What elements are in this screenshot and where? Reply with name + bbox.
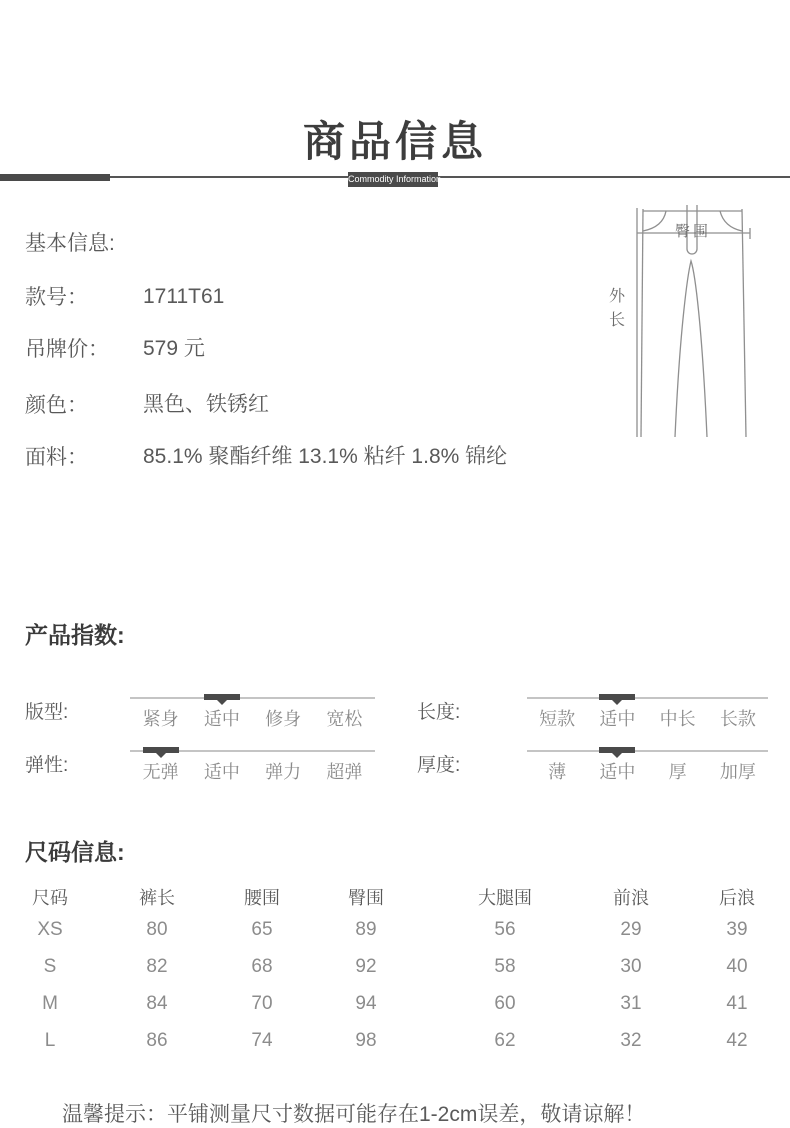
tag-price-value: 579 元: [143, 337, 205, 360]
cell: 30: [620, 956, 642, 977]
col-header-size: 尺码: [32, 888, 68, 908]
fabric-value: 85.1% 聚酯纤维 13.1% 粘纤 1.8% 锦纶: [143, 445, 508, 468]
col-header-front-rise: 前浪: [613, 888, 649, 908]
slider-option: 加厚: [719, 762, 756, 782]
slider-option: 厚: [668, 762, 687, 782]
cell: 39: [726, 919, 748, 940]
size-table-row-l: [0, 1030, 790, 1054]
cell: M: [42, 993, 58, 1014]
thickness-slider-label: 厚度:: [417, 755, 461, 776]
cell: 84: [146, 993, 168, 1014]
slider-line: [527, 750, 768, 752]
thickness-slider: [527, 747, 768, 781]
cell: 82: [146, 956, 168, 977]
cell: S: [43, 956, 57, 977]
cell: 94: [355, 993, 377, 1014]
color-value: 黑色、铁锈红: [143, 393, 269, 416]
slider-option: 短款: [539, 709, 576, 729]
size-table-row-m: [0, 993, 790, 1017]
cell: 89: [355, 919, 377, 940]
length-slider-label: 长度:: [417, 702, 461, 723]
cell: 92: [355, 956, 377, 977]
cell: 29: [620, 919, 642, 940]
elasticity-slider: [130, 747, 375, 781]
slider-marker: [599, 747, 635, 753]
cell: 86: [146, 1030, 168, 1051]
tag-price-label: 吊牌价：: [25, 338, 109, 361]
size-info-heading: 尺码信息:: [25, 839, 125, 865]
color-label: 颜色：: [25, 394, 88, 417]
measurement-disclaimer: 温馨提示：平铺测量尺寸数据可能存在1-2cm误差，敬请谅解！: [62, 1103, 646, 1126]
slider-line: [527, 697, 768, 699]
length-slider: [527, 694, 768, 728]
cell: 31: [620, 993, 642, 1014]
slider-option: 弹力: [265, 762, 302, 782]
title-subtitle-badge: Commodity Information: [348, 172, 438, 187]
basic-info-heading: 基本信息:: [25, 232, 115, 255]
cell: 62: [494, 1030, 516, 1051]
cell: 60: [494, 993, 516, 1014]
style-number-value: 1711T61: [143, 285, 225, 308]
slider-option: 适中: [203, 762, 240, 782]
fabric-label: 面料：: [25, 446, 88, 469]
col-header-back-rise: 后浪: [719, 888, 755, 908]
elasticity-slider-label: 弹性:: [25, 755, 69, 776]
cell: 70: [251, 993, 273, 1014]
slider-option: 长款: [719, 709, 756, 729]
col-header-waist: 腰围: [244, 888, 280, 908]
slider-option: 适中: [203, 709, 240, 729]
hip-label: 臀围: [674, 223, 712, 240]
title-divider-accent: [0, 174, 110, 181]
slider-option: 薄: [548, 762, 567, 782]
slider-option: 中长: [659, 709, 696, 729]
size-table-row-xs: [0, 919, 790, 943]
cell: 41: [726, 993, 748, 1014]
cell: 80: [146, 919, 168, 940]
product-index-heading: 产品指数:: [25, 622, 125, 648]
cell: XS: [37, 919, 63, 940]
slider-option: 适中: [599, 762, 636, 782]
size-table-row-s: [0, 956, 790, 980]
col-header-thigh: 大腿围: [478, 888, 532, 908]
slider-option: 宽松: [326, 709, 363, 729]
cell: 58: [494, 956, 516, 977]
outer-length-label-char1: 外: [608, 288, 626, 305]
cell: 40: [726, 956, 748, 977]
cell: 56: [494, 919, 516, 940]
size-table-header-row: [0, 884, 790, 908]
slider-option: 修身: [265, 709, 302, 729]
pants-measurement-diagram: [600, 205, 790, 437]
style-number-label: 款号：: [25, 286, 88, 309]
cell: L: [44, 1030, 56, 1051]
col-header-hip: 臀围: [348, 888, 384, 908]
cell: 65: [251, 919, 273, 940]
slider-option: 无弹: [142, 762, 179, 782]
fit-slider-label: 版型:: [25, 702, 69, 723]
slider-option: 超弹: [326, 762, 363, 782]
slider-line: [130, 697, 375, 699]
cell: 68: [251, 956, 273, 977]
slider-marker: [204, 694, 240, 700]
slider-option: 适中: [599, 709, 636, 729]
cell: 32: [620, 1030, 642, 1051]
cell: 74: [251, 1030, 273, 1051]
cell: 42: [726, 1030, 748, 1051]
inseam-line: [675, 261, 707, 437]
outer-length-label-char2: 长: [608, 312, 626, 329]
page-title: 商品信息: [302, 118, 487, 165]
slider-option: 紧身: [142, 709, 179, 729]
slider-marker: [143, 747, 179, 753]
col-header-pants-length: 裤长: [139, 888, 175, 908]
cell: 98: [355, 1030, 377, 1051]
fit-slider: [130, 694, 375, 728]
slider-marker: [599, 694, 635, 700]
